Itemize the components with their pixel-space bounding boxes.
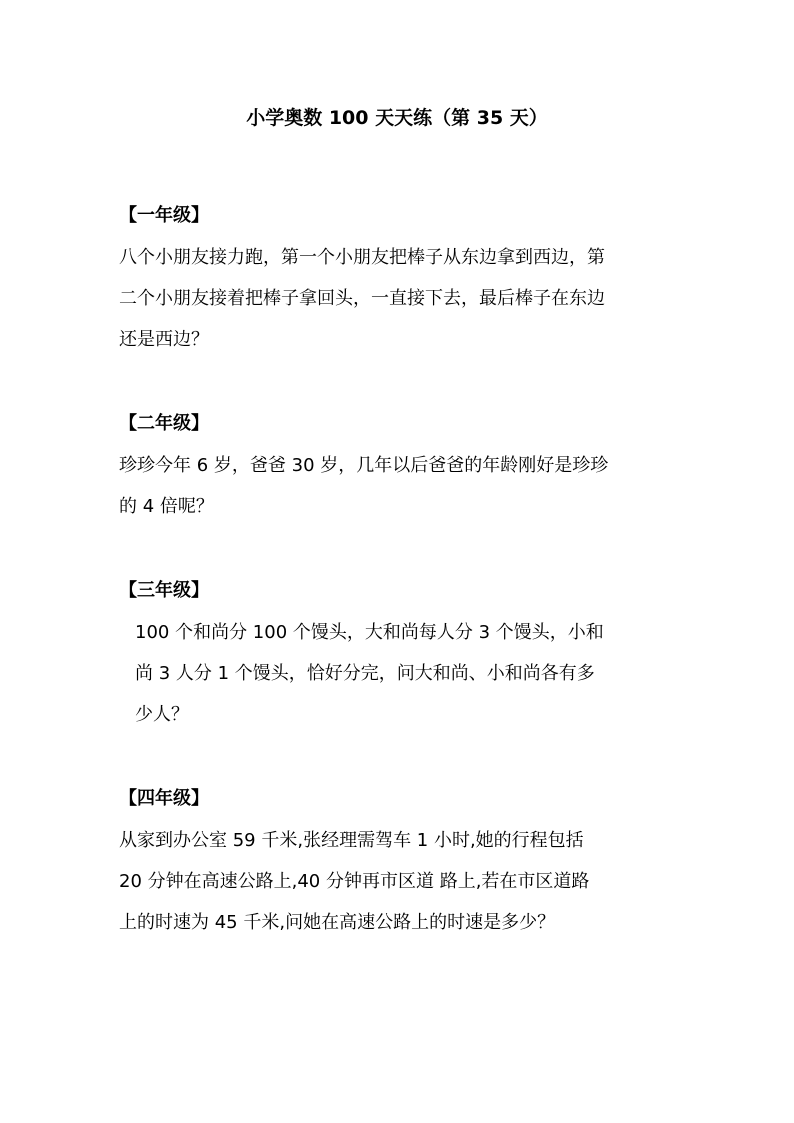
text-line: 八个小朋友接力跑，第一个小朋友把棒子从东边拿到西边，第 — [119, 247, 605, 268]
section-heading-grade-4: 【四年级】 — [119, 788, 209, 809]
text-line: 少人？ — [135, 704, 189, 725]
text-line: 从家到办公室 59 千米,张经理需驾车 1 小时,她的行程包括 — [119, 830, 584, 851]
text-line: 上的时速为 45 千米,问她在高速公路上的时速是多少？ — [119, 912, 556, 933]
section-heading-grade-1: 【一年级】 — [119, 205, 209, 226]
text-line: 还是西边？ — [119, 329, 209, 350]
document-title: 小学奥数 100 天天练（第 35 天） — [246, 107, 548, 129]
section-heading-grade-2: 【二年级】 — [119, 413, 209, 434]
section-body-grade-1 — [119, 237, 679, 360]
text-line: 珍珍今年 6 岁，爸爸 30 岁，几年以后爸爸的年龄刚好是珍珍 — [119, 455, 609, 476]
section-heading-grade-3: 【三年级】 — [119, 580, 209, 601]
text-line: 100 个和尚分 100 个馒头，大和尚每人分 3 个馒头，小和 — [135, 622, 604, 643]
section-body-grade-3 — [135, 612, 695, 735]
section-body-grade-4 — [119, 820, 679, 943]
text-line: 尚 3 人分 1 个馒头，恰好分完，问大和尚、小和尚各有多 — [135, 663, 595, 684]
section-body-grade-2 — [119, 445, 679, 527]
text-line: 二个小朋友接着把棒子拿回头，一直接下去，最后棒子在东边 — [119, 288, 605, 309]
text-line: 20 分钟在高速公路上,40 分钟再市区道 路上,若在市区道路 — [119, 871, 590, 892]
text-line: 的 4 倍呢？ — [119, 496, 214, 517]
